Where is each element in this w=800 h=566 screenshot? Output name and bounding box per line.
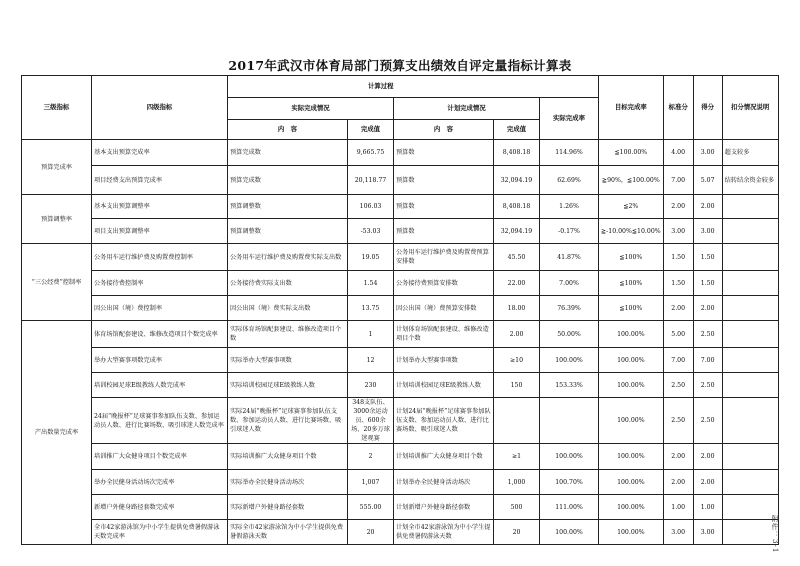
standard-score: 1.50 bbox=[663, 244, 693, 271]
plan-content: 计划全市42家游泳馆为中小学生提供免费暑假游泳天数 bbox=[394, 520, 494, 545]
table-row bbox=[22, 520, 779, 545]
actual-rate: 41.87% bbox=[540, 244, 599, 271]
target-rate: 100.00% bbox=[599, 470, 664, 495]
score: 3.00 bbox=[693, 520, 722, 545]
deduction-note bbox=[722, 321, 778, 348]
page-title: 2017年武汉市体育局部门预算支出绩效自评定量指标计算表 bbox=[228, 58, 572, 73]
plan-content: 公务用车运行维护费及购置费预算安排数 bbox=[394, 244, 494, 271]
header-level3: 三级指标 bbox=[22, 76, 92, 140]
plan-content: 预算数 bbox=[394, 166, 494, 195]
level3-indicator: “三公经费”控制率 bbox=[22, 244, 92, 321]
actual-value: 106.03 bbox=[348, 195, 394, 219]
actual-value: 13.75 bbox=[348, 296, 394, 321]
actual-content: 预算完成数 bbox=[228, 166, 348, 195]
actual-content: 公务接待费实际支出数 bbox=[228, 271, 348, 296]
actual-content: 因公出国（境）费实际支出数 bbox=[228, 296, 348, 321]
deduction-note bbox=[722, 244, 778, 271]
target-rate: ≧90%，≦100.00% bbox=[599, 166, 664, 195]
target-rate: 100.00% bbox=[599, 398, 664, 444]
actual-rate: 100.00% bbox=[540, 520, 599, 545]
standard-score: 2.00 bbox=[663, 470, 693, 495]
actual-content: 预算调整数 bbox=[228, 195, 348, 219]
level4-indicator: 项目支出预算调整率 bbox=[92, 219, 228, 244]
header-plan-value: 完成值 bbox=[494, 120, 540, 140]
table-row bbox=[22, 348, 779, 373]
standard-score: 5.00 bbox=[663, 321, 693, 348]
actual-rate: 111.00% bbox=[540, 495, 599, 520]
plan-value: 2.00 bbox=[494, 321, 540, 348]
score: 2.00 bbox=[693, 470, 722, 495]
header-actual-value: 完成值 bbox=[348, 120, 394, 140]
actual-rate: 62.69% bbox=[540, 166, 599, 195]
deduction-note bbox=[722, 219, 778, 244]
level4-indicator: 基本支出预算完成率 bbox=[92, 140, 228, 166]
plan-value: 22.00 bbox=[494, 271, 540, 296]
standard-score: 2.00 bbox=[663, 195, 693, 219]
target-rate: ≦100% bbox=[599, 296, 664, 321]
plan-content: 预算数 bbox=[394, 140, 494, 166]
actual-rate bbox=[540, 398, 599, 444]
plan-content: 计划24届“晚报杯”足球赛事参加队伍支数、参加运动员人数、进行比赛场数、吸引球迷人数 bbox=[394, 398, 494, 444]
plan-content: 计划培训推广大众健身项目个数 bbox=[394, 444, 494, 470]
plan-value: 20 bbox=[494, 520, 540, 545]
target-rate: 100.00% bbox=[599, 495, 664, 520]
actual-content: 实际举办大型赛事项数 bbox=[228, 348, 348, 373]
table-row bbox=[22, 470, 779, 495]
standard-score: 7.00 bbox=[663, 348, 693, 373]
plan-value: 8,408.18 bbox=[494, 195, 540, 219]
header-level4: 四级指标 bbox=[92, 76, 228, 140]
plan-value: 32,094.19 bbox=[494, 166, 540, 195]
plan-content: 因公出国（境）费预算安排数 bbox=[394, 296, 494, 321]
actual-rate: 76.39% bbox=[540, 296, 599, 321]
standard-score: 2.00 bbox=[663, 296, 693, 321]
actual-value: 1 bbox=[348, 321, 394, 348]
deduction-note bbox=[722, 296, 778, 321]
plan-content: 计划举办大型赛事项数 bbox=[394, 348, 494, 373]
target-rate: ≦100% bbox=[599, 271, 664, 296]
indicator-table bbox=[21, 75, 779, 545]
actual-content: 实际举办全民健身活动场次 bbox=[228, 470, 348, 495]
level4-indicator: 新增户外健身路径套数完成率 bbox=[92, 495, 228, 520]
actual-value: 9,665.75 bbox=[348, 140, 394, 166]
plan-value: 32,094.19 bbox=[494, 219, 540, 244]
deduction-note bbox=[722, 470, 778, 495]
plan-value: ≥1 bbox=[494, 444, 540, 470]
attachment-label: 附件：3-1 bbox=[771, 515, 779, 554]
actual-content: 实际24届“晚报杯”足球赛事参加队伍支数、参加运动员人数、进行比赛场数、吸引球迷人数 bbox=[228, 398, 348, 444]
level3-indicator: 预算调整率 bbox=[22, 195, 92, 244]
actual-value: 2 bbox=[348, 444, 394, 470]
actual-content: 预算调整数 bbox=[228, 219, 348, 244]
plan-content: 公务接待费预算安排数 bbox=[394, 271, 494, 296]
score: 2.00 bbox=[693, 296, 722, 321]
score: 2.50 bbox=[693, 373, 722, 398]
deduction-note bbox=[722, 195, 778, 219]
deduction-note: 结转结余资金较多 bbox=[722, 166, 778, 195]
level4-indicator: 公务用车运行维护费及购置费控制率 bbox=[92, 244, 228, 271]
actual-rate: 114.96% bbox=[540, 140, 599, 166]
level4-indicator: 24届“晚报杯”足球赛事参加队伍支数、参加运动员人数、进行比赛场数、吸引球迷人数完成率 bbox=[92, 398, 228, 444]
target-rate: 100.00% bbox=[599, 373, 664, 398]
standard-score: 3.00 bbox=[663, 219, 693, 244]
actual-value: 230 bbox=[348, 373, 394, 398]
actual-content: 预算完成数 bbox=[228, 140, 348, 166]
score: 2.50 bbox=[693, 398, 722, 444]
plan-content: 计划举办全民健身活动场次 bbox=[394, 470, 494, 495]
table-row bbox=[22, 140, 779, 166]
actual-rate: 7.00% bbox=[540, 271, 599, 296]
level4-indicator: 因公出国（境）费控制率 bbox=[92, 296, 228, 321]
actual-content: 实际体育场馆配套建设、维修改造项目个数 bbox=[228, 321, 348, 348]
actual-value: 19.05 bbox=[348, 244, 394, 271]
standard-score: 2.50 bbox=[663, 398, 693, 444]
actual-rate: 100.00% bbox=[540, 444, 599, 470]
target-rate: 100.00% bbox=[599, 520, 664, 545]
plan-value: 18.00 bbox=[494, 296, 540, 321]
score: 2.00 bbox=[693, 444, 722, 470]
header-target-rate: 目标完成率 bbox=[599, 76, 664, 140]
header-score: 得分 bbox=[693, 76, 722, 140]
score: 2.00 bbox=[693, 195, 722, 219]
table-row bbox=[22, 219, 779, 244]
level4-indicator: 举办大型赛事项数完成率 bbox=[92, 348, 228, 373]
actual-rate: 153.33% bbox=[540, 373, 599, 398]
deduction-note bbox=[722, 398, 778, 444]
level4-indicator: 体育场馆配套建设、维修改造项目个数完成率 bbox=[92, 321, 228, 348]
actual-value: 555.00 bbox=[348, 495, 394, 520]
header-plan-content: 内 容 bbox=[394, 120, 494, 140]
plan-value bbox=[494, 398, 540, 444]
target-rate: 100.00% bbox=[599, 348, 664, 373]
plan-content: 计划体育场馆配套建设、维修改造项目个数 bbox=[394, 321, 494, 348]
actual-value: 12 bbox=[348, 348, 394, 373]
standard-score: 1.50 bbox=[663, 271, 693, 296]
actual-rate: -0.17% bbox=[540, 219, 599, 244]
target-rate: ≦100.00% bbox=[599, 140, 664, 166]
plan-value: ≥10 bbox=[494, 348, 540, 373]
table-row bbox=[22, 296, 779, 321]
deduction-note bbox=[722, 271, 778, 296]
target-rate: ≦100% bbox=[599, 244, 664, 271]
target-rate: 100.00% bbox=[599, 321, 664, 348]
level4-indicator: 培训校园足球E级教练人数完成率 bbox=[92, 373, 228, 398]
level4-indicator: 培训推广大众健身项目个数完成率 bbox=[92, 444, 228, 470]
plan-value: 1,000 bbox=[494, 470, 540, 495]
table-row bbox=[22, 321, 779, 348]
actual-value: 348支队伍、3000余运动员、600余场、20多万球迷观赛 bbox=[348, 398, 394, 444]
table-row bbox=[22, 166, 779, 195]
score: 7.00 bbox=[693, 348, 722, 373]
plan-content: 计划新增户外健身路径套数 bbox=[394, 495, 494, 520]
plan-content: 计划培训校园足球E级教练人数 bbox=[394, 373, 494, 398]
plan-value: 45.50 bbox=[494, 244, 540, 271]
standard-score: 1.00 bbox=[663, 495, 693, 520]
standard-score: 4.00 bbox=[663, 140, 693, 166]
deduction-note bbox=[722, 373, 778, 398]
level4-indicator: 举办全民健身活动场次完成率 bbox=[92, 470, 228, 495]
actual-rate: 50.00% bbox=[540, 321, 599, 348]
header-actual: 实际完成情况 bbox=[228, 98, 394, 120]
table-row bbox=[22, 495, 779, 520]
score: 5.07 bbox=[693, 166, 722, 195]
level4-indicator: 全市42家游泳馆为中小学生提供免费暑假游泳天数完成率 bbox=[92, 520, 228, 545]
header-actual-rate: 实际完成率 bbox=[540, 98, 599, 140]
actual-content: 实际新增户外健身路径套数 bbox=[228, 495, 348, 520]
actual-rate: 100.70% bbox=[540, 470, 599, 495]
table-row bbox=[22, 373, 779, 398]
table-row bbox=[22, 444, 779, 470]
plan-value: 500 bbox=[494, 495, 540, 520]
standard-score: 2.00 bbox=[663, 444, 693, 470]
target-rate: ≦2% bbox=[599, 195, 664, 219]
actual-value: 1.54 bbox=[348, 271, 394, 296]
plan-value: 8,408.18 bbox=[494, 140, 540, 166]
score: 2.50 bbox=[693, 321, 722, 348]
header-plan: 计划完成情况 bbox=[394, 98, 540, 120]
actual-value: 20 bbox=[348, 520, 394, 545]
target-rate: 100.00% bbox=[599, 444, 664, 470]
score: 1.50 bbox=[693, 271, 722, 296]
level4-indicator: 项目经费支出预算完成率 bbox=[92, 166, 228, 195]
actual-content: 实际培训推广大众健身项目个数 bbox=[228, 444, 348, 470]
table-row bbox=[22, 398, 779, 444]
header-actual-content: 内 容 bbox=[228, 120, 348, 140]
table-row bbox=[22, 195, 779, 219]
header-std-score: 标准分 bbox=[663, 76, 693, 140]
target-rate: ≧-10.00%≦10.00% bbox=[599, 219, 664, 244]
level3-indicator: 产出数量完成率 bbox=[22, 321, 92, 545]
header-process: 计算过程 bbox=[228, 76, 599, 98]
plan-value: 150 bbox=[494, 373, 540, 398]
deduction-note bbox=[722, 348, 778, 373]
actual-content: 公务用车运行维护费及购置费实际支出数 bbox=[228, 244, 348, 271]
actual-content: 实际全市42家游泳馆为中小学生提供免费暑假游泳天数 bbox=[228, 520, 348, 545]
actual-rate: 1.26% bbox=[540, 195, 599, 219]
standard-score: 3.00 bbox=[663, 520, 693, 545]
actual-value: 20,118.77 bbox=[348, 166, 394, 195]
table-row bbox=[22, 271, 779, 296]
level4-indicator: 基本支出预算调整率 bbox=[92, 195, 228, 219]
score: 1.00 bbox=[693, 495, 722, 520]
actual-rate: 100.00% bbox=[540, 348, 599, 373]
actual-content: 实际培训校园足球E级教练人数 bbox=[228, 373, 348, 398]
plan-content: 预算数 bbox=[394, 219, 494, 244]
score: 1.50 bbox=[693, 244, 722, 271]
deduction-note bbox=[722, 444, 778, 470]
level3-indicator: 预算完成率 bbox=[22, 140, 92, 195]
score: 3.00 bbox=[693, 219, 722, 244]
table-row bbox=[22, 244, 779, 271]
actual-value: -53.03 bbox=[348, 219, 394, 244]
standard-score: 7.00 bbox=[663, 166, 693, 195]
header-deduction: 扣分情况说明 bbox=[722, 76, 778, 140]
level4-indicator: 公务接待费控制率 bbox=[92, 271, 228, 296]
actual-value: 1,007 bbox=[348, 470, 394, 495]
plan-content: 预算数 bbox=[394, 195, 494, 219]
standard-score: 2.50 bbox=[663, 373, 693, 398]
score: 3.00 bbox=[693, 140, 722, 166]
deduction-note: 超支较多 bbox=[722, 140, 778, 166]
